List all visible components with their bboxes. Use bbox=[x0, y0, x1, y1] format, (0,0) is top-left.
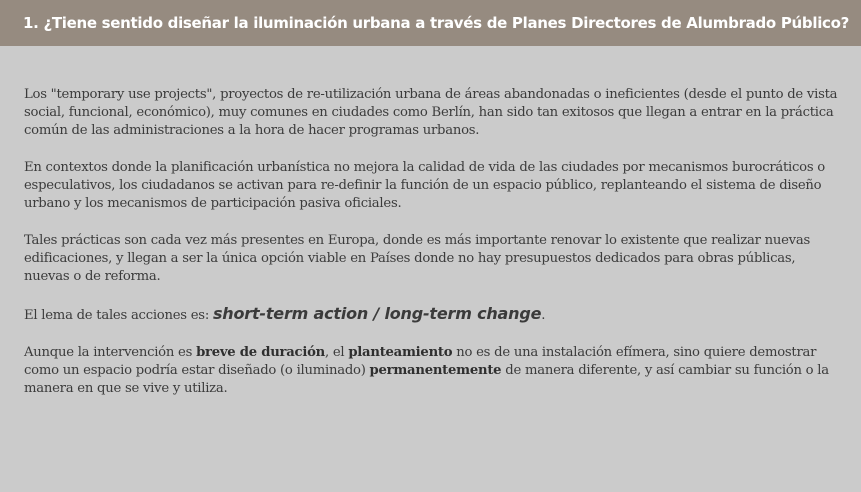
paragraph-intervention bbox=[24, 344, 842, 398]
intervention-text-1: Aunque la intervención es bbox=[24, 345, 197, 360]
intervention-text-2: , el bbox=[324, 345, 349, 360]
paragraph-temporary-use: Los "temporary use projects", proyectos de re-utilización urbana de áreas abandonadas o ineficientes (desde el punto de vista social, funcional, económico), muy comunes en ciudades como Berlín, han sido tan exitosos que llegan a entrar en la práctica común de las administraciones a la hora de hacer programas urbanos. bbox=[24, 87, 838, 138]
intervention-bold-permanent: permanentemente bbox=[369, 363, 502, 378]
title-bar bbox=[0, 0, 861, 46]
body-text bbox=[24, 86, 842, 417]
intervention-text-4: de manera diferente, y así cambiar su función o la manera en que se vive y utiliza. bbox=[24, 363, 829, 396]
motto-text: short-term action / long-term change bbox=[212, 304, 542, 323]
paragraph-planning-context: En contextos donde la planificación urbanística no mejora la calidad de vida de las ciudades por mecanismos burocráticos o especulativos, los ciudadanos se activan para re-definir la función de un espacio público, replanteando el sistema de diseño urbano y los mecanismos de participación pasiva oficiales. bbox=[24, 160, 825, 211]
motto-suffix: . bbox=[541, 308, 546, 323]
intervention-bold-duration: breve de duración bbox=[196, 345, 325, 360]
intervention-text-3: no es de una instalación efímera, sino quiere demostrar como un espacio podría estar diseñado (o iluminado) bbox=[24, 345, 817, 378]
page-title: 1. ¿Tiene sentido diseñar la iluminación urbana a través de Planes Directores de Alumbrado Público? bbox=[23, 14, 850, 32]
paragraph-europe-practices: Tales prácticas son cada vez más presentes en Europa, donde es más importante renovar lo existente que realizar nuevas edificaciones, y llegan a ser la única opción viable en Países donde no hay presupuestos dedicados para obras públicas, nuevas o de reforma. bbox=[24, 233, 811, 284]
paragraph-motto bbox=[24, 305, 842, 325]
intervention-bold-approach: planteamiento bbox=[348, 345, 453, 360]
motto-prefix: El lema de tales acciones es: bbox=[24, 308, 213, 323]
